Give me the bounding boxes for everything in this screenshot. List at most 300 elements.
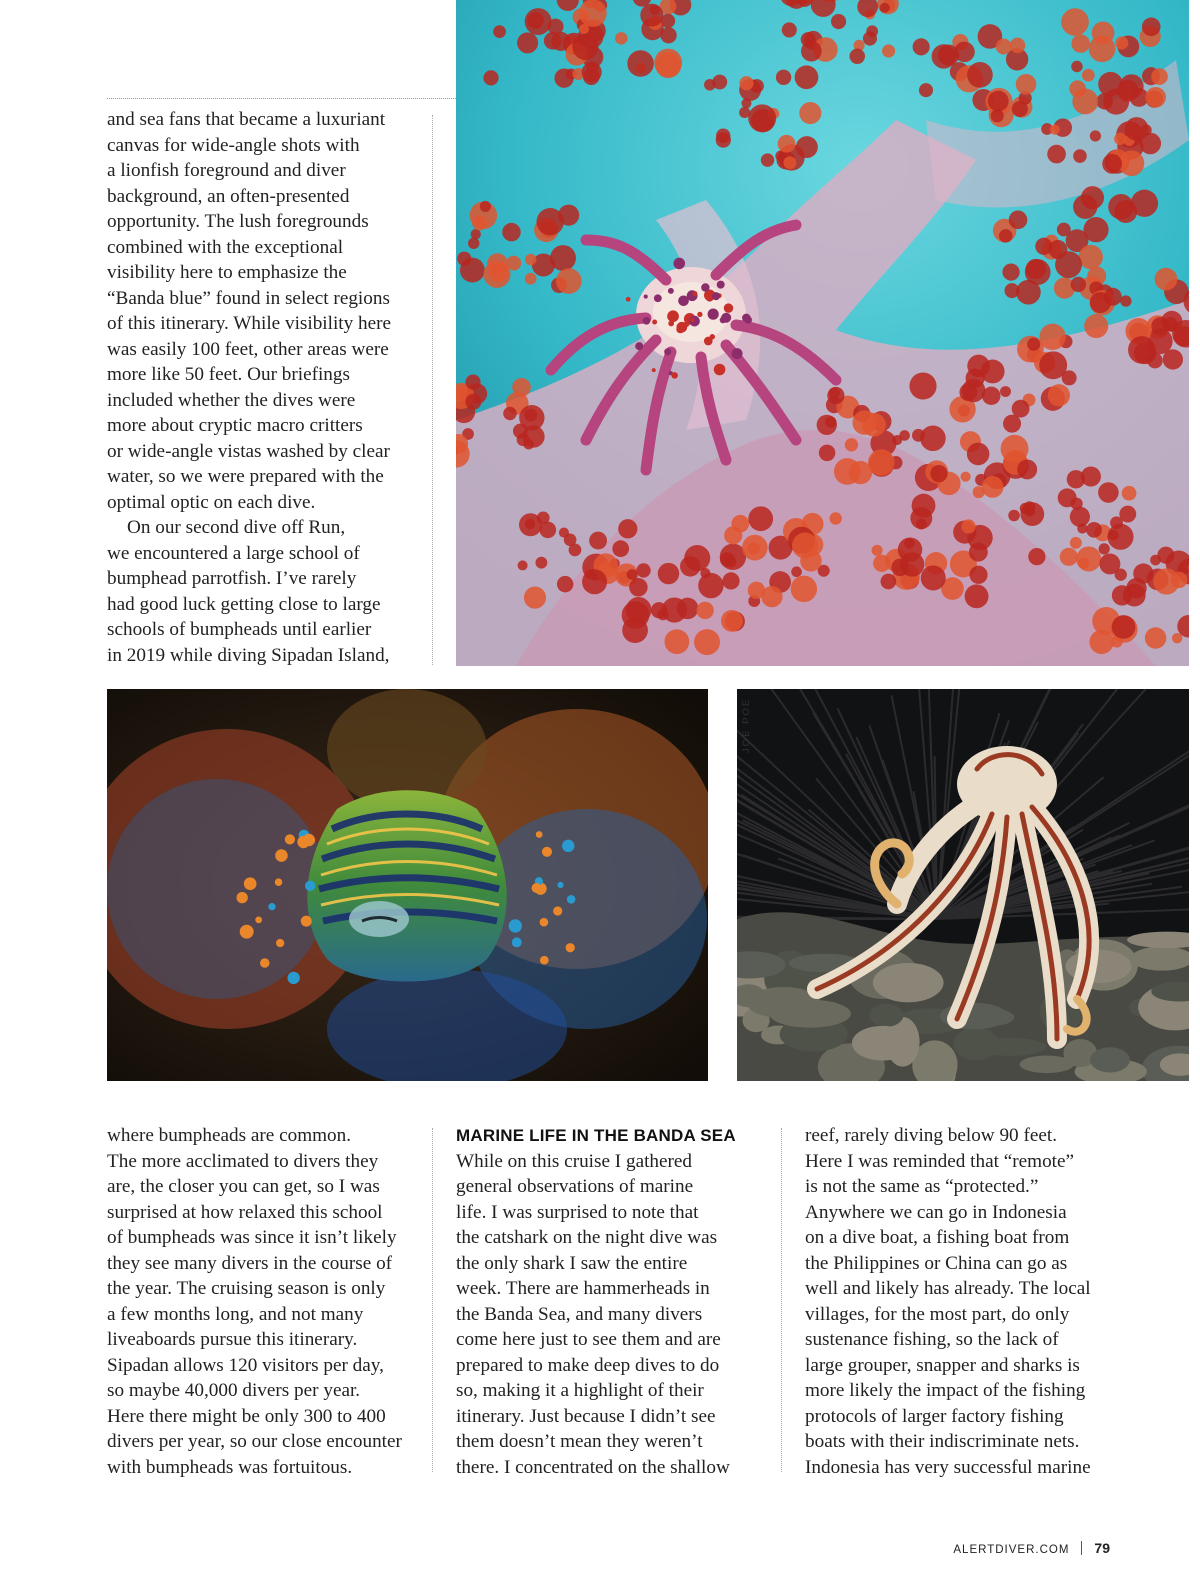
footer-site: ALERTDIVER.COM [953,1544,1070,1556]
text-line: optimal optic on each dive. [107,491,316,513]
text-line: The more acclimated to divers they [107,1150,379,1172]
coral-polyp [961,472,971,482]
coral-polyp [1012,400,1030,418]
coral-polyp [965,584,989,608]
text-line: combined with the exceptional [107,236,344,258]
coral-polyp [967,62,993,88]
coral-polyp [518,560,528,570]
coral-polyp [721,610,743,632]
coral-polyp [1151,68,1168,85]
crab-spot [654,294,662,302]
coral-polyp [487,253,508,274]
coral-polyp [1115,569,1127,581]
coral-polyp [1142,17,1161,36]
coral-polyp [1002,263,1019,280]
text-line: in 2019 while diving Sipadan Island, [107,644,390,666]
column-divider-bottom-2 [781,1128,782,1472]
coral-polyp [612,540,629,557]
text-line: Here there might be only 300 to 400 [107,1405,386,1427]
coral-polyp [973,486,985,498]
text-line: week. There are hammerheads in [456,1278,710,1299]
coral-polyp [961,519,975,533]
coral-polyp [799,102,821,124]
coral-polyp [1090,130,1101,141]
coral-polyp [1071,34,1089,52]
coral-polyp [1079,245,1103,269]
crab-spot [626,297,631,302]
mandarin-spot [305,881,315,891]
text-line: more about cryptic macro critters [107,415,363,436]
text-line: are, the closer you can get, so I was [107,1176,380,1197]
coral-polyp [921,565,946,590]
crab-spot [667,310,679,322]
text-line: they see many divers in the course of [107,1252,393,1274]
crab-spot [664,348,671,355]
coral-polyp [1072,88,1098,114]
coral-polyp [1086,522,1102,538]
coral-polyp [1057,223,1071,237]
coral-polyp [1153,568,1179,594]
text-line: come here just to see them and are [456,1329,721,1350]
coral-polyp [460,258,485,283]
crab-spot [714,364,726,376]
coral-polyp [959,383,977,401]
coral-polyp [535,557,547,569]
text-line: opportunity. The lush foregrounds [107,211,369,232]
crab-spot [668,288,674,294]
coral-polyp [1122,486,1137,501]
crab-spot [652,320,657,325]
coral-polyp [880,3,890,13]
text-line: While on this cruise I gathered [456,1150,693,1172]
text-line: large grouper, snapper and sharks is [805,1354,1080,1376]
coral-polyp [850,49,865,64]
coral-polyp [1099,543,1110,554]
text-line: so, making it a highlight of their [456,1380,704,1401]
text-line: the Philippines or China can go as [805,1252,1068,1274]
coral-polyp [1108,530,1118,540]
mandarin-spot [275,849,288,862]
text-line: canvas for wide-angle shots with [107,134,360,156]
coral-polyp [761,586,782,607]
coral-polyp [817,415,837,435]
coral-polyp [1172,633,1182,643]
coral-polyp [776,70,791,85]
crab-spot [676,322,687,333]
coral-polyp [483,70,498,85]
coral-polyp [662,597,687,622]
mandarin-spot [509,919,522,932]
text-line: Anywhere we can go in Indonesia [805,1201,1067,1223]
mandarin-spot [536,831,543,838]
coral-polyp [582,569,607,594]
photo-mandarinfish [107,689,708,1081]
text-line: visibility here to emphasize the [107,262,347,283]
seafloor-rock [852,1026,913,1061]
mandarin-spot [557,882,563,888]
crab-spot [710,334,715,339]
coral-polyp [556,268,582,294]
text-line: or wide-angle vistas washed by clear [107,440,390,462]
coral-polyp [1083,217,1108,242]
coral-polyp [881,574,897,590]
coral-polyp [1055,251,1082,278]
coral-polyp [1035,238,1052,255]
coral-polyp [791,576,817,602]
coral-polyp [557,576,573,592]
coral-polyp [506,256,521,271]
text-line: “Banda blue” found in select regions [107,287,390,309]
text-line: was easily 100 feet, other areas were [107,338,389,360]
mandarin-spot [301,916,312,927]
article-column-top [107,107,427,668]
text-line: On our second dive off Run, [127,517,346,538]
coral-polyp [579,0,607,27]
mandarin-spot [276,939,284,947]
coral-polyp [792,532,818,558]
coral-polyp [665,629,690,654]
coral-polyp [791,566,802,577]
text-line: them doesn’t mean they weren’t [456,1431,703,1452]
coral-polyp [801,41,822,62]
text-line: reef, rarely diving below 90 feet. [805,1125,1057,1146]
coral-polyp [1009,210,1028,229]
coral-polyp [739,76,753,90]
coral-polyp [1139,133,1161,155]
text-line: with bumpheads was fortuitous. [107,1456,353,1478]
coral-polyp [1047,145,1066,164]
coral-polyp [1000,386,1011,397]
coral-polyp [742,535,768,561]
mandarin-spot [542,847,552,857]
text-line: so maybe 40,000 divers per year. [107,1380,361,1401]
text-line: schools of bumpheads until earlier [107,619,372,640]
mandarin-spot [512,937,522,947]
text-line: sustenance fishing, so the lack of [805,1329,1059,1350]
text-line: Sipadan allows 120 visitors per day, [107,1354,384,1376]
coral-polyp [680,556,700,576]
coral-polyp [1120,295,1131,306]
coral-polyp [1050,125,1060,135]
coral-polyp [636,563,650,577]
text-line: the catshark on the night dive was [456,1227,718,1248]
coral-polyp [909,372,936,399]
coral-polyp [834,458,861,485]
coral-polyp [519,405,544,430]
coral-polyp [819,445,836,462]
coral-polyp [1060,548,1078,566]
coral-polyp [1155,268,1178,291]
coral-polyp [748,104,776,132]
coral-polyp [1004,283,1019,298]
mandarin-spot [287,972,299,984]
mandarin-spot [240,925,254,939]
coral-polyp [916,519,927,530]
coral-polyp [503,407,516,420]
crab-spot [635,342,643,350]
text-line: general observations of marine [456,1176,694,1197]
coral-polyp [1114,200,1137,223]
crab-spot [643,317,651,325]
text-line: and sea fans that became a luxuriant [107,109,386,130]
coral-polyp [618,519,637,538]
seafloor-rock [873,963,944,1002]
coral-polyp [967,443,990,466]
mandarin-spot [285,834,295,844]
coral-polyp [982,387,1000,405]
coral-polyp [654,49,682,77]
coral-polyp [920,426,946,452]
crab-spot [652,368,656,372]
coral-polyp [1061,8,1089,36]
coral-polyp [1070,507,1090,527]
mandarin-spot [562,840,574,852]
text-line: a few months long, and not many [107,1303,364,1325]
coral-polyp [1070,537,1082,549]
photo-credit: JOE POE [741,697,752,753]
text-line: of bumpheads was since it isn’t likely [107,1227,397,1248]
coral-polyp [996,39,1012,55]
article-column-1 [107,1123,429,1480]
text-line: included whether the dives were [107,389,356,411]
crab-spot [724,303,733,312]
text-line: of this itinerary. While visibility here [107,313,392,334]
text-line: more like 50 feet. Our briefings [107,364,350,385]
coral-polyp [912,494,936,518]
mandarin-spot [268,903,275,910]
text-line: life. I was surprised to note that [456,1201,699,1223]
crab-spot [701,283,709,291]
crab-spot [692,291,697,296]
coral-polyp [982,476,1004,498]
coral-polyp [1027,338,1040,351]
seafloor-rock [953,1028,999,1061]
article-column-2 [456,1123,778,1480]
coral-polyp [572,34,598,60]
coral-polyp [930,465,947,482]
coral-polyp [796,136,818,158]
mandarin-spot [275,878,283,886]
coral-polyp [778,135,796,153]
column-divider-top [432,115,433,665]
text-line: there. I concentrated on the shallow [456,1456,730,1478]
text-line: prepared to make deep dives to do [456,1354,720,1376]
article-column-3 [805,1123,1127,1480]
mandarin-spot [540,956,549,965]
text-line: Indonesia has very successful marine [805,1456,1091,1478]
mandarin-spot [255,916,262,923]
text-line: more likely the impact of the fishing [805,1380,1086,1401]
coral-polyp [480,201,491,212]
coral-polyp [899,430,910,441]
coral-polyp [493,25,506,38]
text-line: background, an often-presented [107,185,350,207]
crab-spot [721,313,731,323]
coral-polyp [1089,36,1116,63]
coral-polyp [627,569,638,580]
coral-polyp [1058,488,1077,507]
coral-polyp [829,512,841,524]
coral-polyp [1115,36,1128,49]
mandarin-spot [237,892,248,903]
crab-spot [708,309,719,320]
crab-spot [644,295,648,299]
coral-polyp [1039,324,1065,350]
seafloor-rock [869,1004,903,1027]
coral-polyp [1017,459,1037,479]
coral-polyp [913,38,930,55]
text-line: the Banda Sea, and many divers [456,1303,703,1325]
text-line: the year. The cruising season is only [107,1278,386,1299]
photo-octopus-with-sea-urchin [737,689,1189,1081]
coral-polyp [782,22,797,37]
coral-polyp [919,83,933,97]
coral-polyp [537,512,550,525]
coral-polyp [1078,558,1089,569]
text-line: we encountered a large school of [107,542,360,564]
coral-polyp [569,543,582,556]
coral-polyp [795,65,819,89]
text-line: liveaboards pursue this itinerary. [107,1329,358,1350]
coral-polyp [722,572,739,589]
text-line: divers per year, so our close encounter [107,1431,402,1452]
coral-polyp [969,566,987,584]
text-line: surprised at how relaxed this school [107,1201,383,1223]
coral-polyp [626,597,652,623]
coral-polyp [1145,627,1166,648]
octopus-illustration [737,689,1189,1081]
coral-polyp [524,587,546,609]
coral-polyp [1084,314,1108,338]
section-heading: MARINE LIFE IN THE BANDA SEA [456,1126,736,1145]
mandarin-spot [532,883,542,893]
coral-polyp [1020,503,1031,514]
coral-polyp [882,44,895,57]
coral-polyp [615,32,627,44]
coral-polyp [783,156,796,169]
coral-polyp [517,32,538,53]
text-line: protocols of larger factory fishing [805,1405,1064,1427]
crab-spot [690,318,694,322]
coral-polyp [468,238,479,249]
page-number: 79 [1094,1540,1110,1556]
crab-spot [673,258,685,270]
coral-polyp [1010,38,1026,54]
mandarin-spot [540,918,549,927]
mandarin-spot [567,895,576,904]
coral-polyp [465,375,480,390]
text-line: boats with their indiscriminate nets. [805,1431,1080,1452]
coral-polyp [1071,277,1086,292]
coral-polyp [554,69,573,88]
coral-polyp [1016,74,1037,95]
text-line: on a dive boat, a fishing boat from [805,1227,1070,1248]
coral-polyp [1151,317,1169,335]
text-line: villages, for the most part, do only [805,1303,1070,1325]
coral-polyp [627,50,654,77]
coral-polyp [589,532,607,550]
seafloor-rock [769,1000,851,1028]
crab-spot [712,292,720,300]
coral-polyp [1163,349,1183,369]
article-paragraph-2 [107,515,427,668]
coral-polyp [898,537,922,561]
coral-polyp [988,91,1009,112]
article-paragraph-1 [107,107,427,515]
coral-polyp [748,506,773,531]
coral-polyp [868,449,894,475]
crab-spot [671,372,678,379]
coral-polyp [1128,336,1156,364]
coral-polyp [660,27,676,43]
coral-polyp [831,14,846,29]
coral-polyp [1071,61,1082,72]
coral-polyp [1003,415,1021,433]
coral-polyp [726,557,737,568]
coral-polyp [872,545,883,556]
footer-separator [1081,1541,1082,1555]
coral-polyp [536,208,563,235]
text-line: a lionfish foreground and diver [107,160,346,181]
coral-polyp [1039,351,1067,379]
coral-polyp [724,526,742,544]
coral-polyp [1110,516,1123,529]
coral-polyp [969,543,988,562]
text-line: water, so we were prepared with the [107,466,384,487]
coral-polyp [512,378,531,397]
column-divider-bottom-1 [432,1128,433,1472]
coral-polyp [1098,72,1123,97]
text-line: well and likely has already. The local [805,1278,1091,1299]
coral-polyp [582,62,602,82]
mandarin-spot [553,906,562,915]
coral-polyp [502,223,521,242]
top-divider-rule [107,98,456,99]
mandarinfish-illustration [107,689,708,1081]
text-line: itinerary. Just because I didn’t see [456,1405,716,1427]
coral-polyp [658,563,679,584]
mandarin-spot [260,958,270,968]
coral-polyp [1073,195,1097,219]
coral-polyp [527,12,544,29]
coral-polyp [465,394,481,410]
coral-polyp [698,573,723,598]
coral-polyp [1025,259,1051,285]
text-line: the only shark I saw the entire [456,1252,688,1274]
coral-polyp [1102,154,1122,174]
crab-spot [697,312,702,317]
coral-polyp [827,387,844,404]
coral-polyp [1077,523,1087,533]
coral-polyp [891,559,909,577]
coral-polyp [1081,466,1101,486]
coral-polyp [471,229,481,239]
crab-spot [732,348,743,359]
text-line: is not the same as “protected.” [805,1176,1039,1197]
coral-polyp [525,273,537,285]
coral-polyp [712,75,727,90]
coral-polyp [1112,585,1132,605]
text-line: where bumpheads are common. [107,1125,352,1146]
coral-polyp [1008,510,1020,522]
coral-polyp [525,519,536,530]
coral-polyp [640,4,663,27]
coral-polyp [694,629,720,655]
coral-polyp [1098,482,1119,503]
coral-polyp [1082,69,1095,82]
coral-polyp [1073,149,1087,163]
mandarin-spot [566,943,575,952]
